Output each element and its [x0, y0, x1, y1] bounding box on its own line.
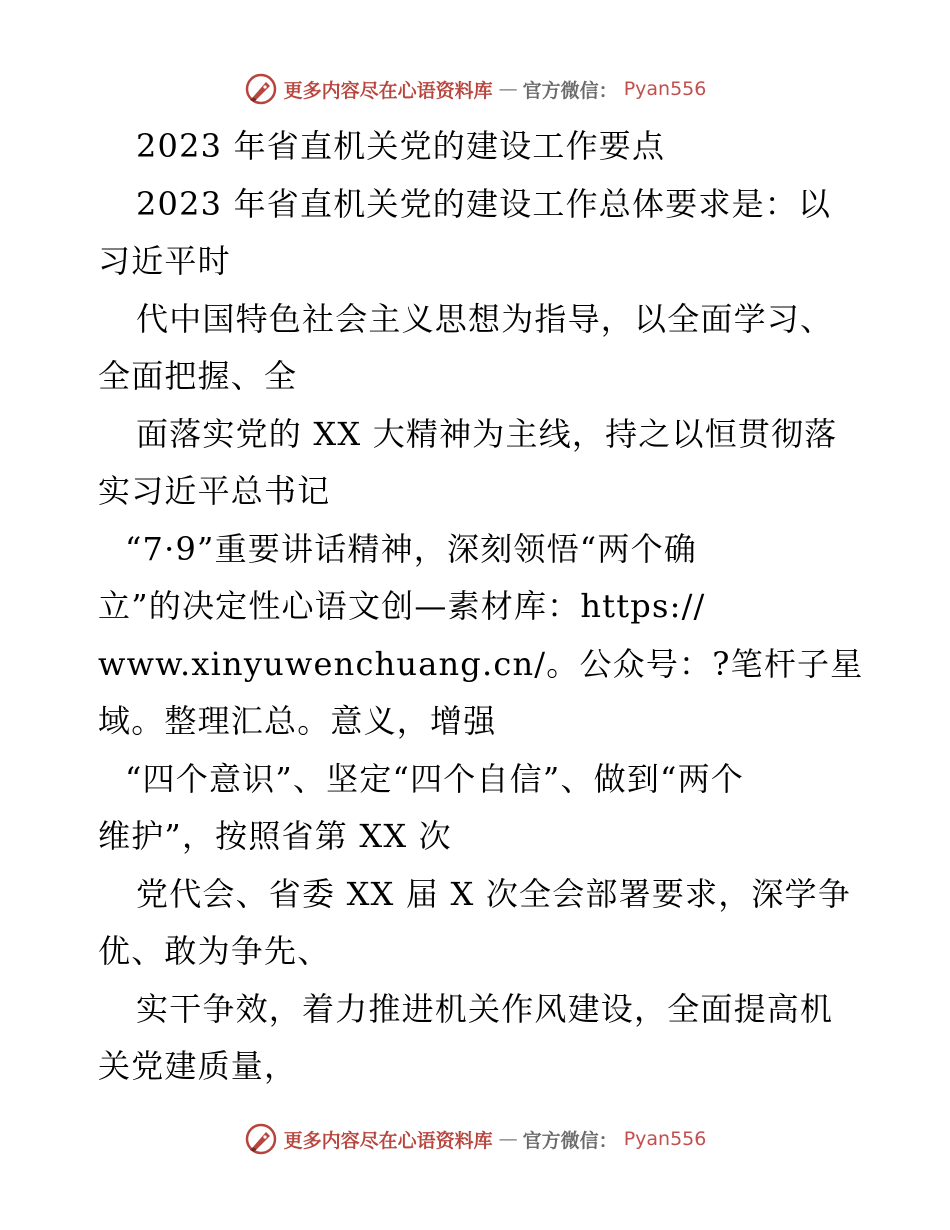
footer-watermark-banner — [0, 1122, 950, 1156]
paragraph-line: 优、敢为争先、 — [98, 932, 331, 970]
document-title: 2023 年省直机关党的建设工作要点 — [136, 127, 666, 165]
banner-dash: — — [498, 78, 517, 100]
pen-nib-logo-icon — [244, 1122, 278, 1156]
banner-wechat-id: Pyan556 — [623, 78, 707, 100]
paragraph-line: 面落实党的 XX 大精神为主线，持之以恒贯彻落 — [136, 414, 838, 453]
paragraph-line: 习近平时 — [98, 242, 231, 280]
header-watermark-banner — [0, 72, 950, 106]
paragraph-line: “7·9”重要讲话精神，深刻领悟“两个确 — [125, 529, 697, 568]
paragraph-line: 实干争效，着力推进机关作风建设，全面提高机 — [136, 989, 834, 1028]
paragraph-line: 关党建质量， — [98, 1047, 298, 1085]
paragraph-line: 维护”，按照省第 XX 次 — [98, 817, 452, 855]
document-body — [98, 118, 864, 1096]
paragraph-line: 实习近平总书记 — [98, 472, 331, 510]
pen-nib-logo-icon — [244, 72, 278, 106]
paragraph-line: www.xinyuwenchuang.cn/。公众号：?笔杆子星 — [98, 644, 864, 683]
paragraph-line: 全面把握、全 — [98, 357, 298, 395]
banner-brand-text: 更多内容尽在心语资料库 — [283, 79, 493, 102]
paragraph-line: 代中国特色社会主义思想为指导，以全面学习、 — [136, 299, 834, 338]
banner-wechat-id: Pyan556 — [623, 1128, 707, 1150]
paragraph-line: 立”的决定性心语文创—素材库：https:// — [98, 587, 706, 625]
paragraph-line: 2023 年省直机关党的建设工作总体要求是：以 — [136, 184, 832, 223]
banner-official-label: 官方微信： — [522, 1129, 618, 1152]
paragraph-line: 党代会、省委 XX 届 X 次全会部署要求，深学争 — [136, 874, 852, 913]
banner-official-label: 官方微信： — [522, 79, 618, 102]
paragraph-line: “四个意识”、坚定“四个自信”、做到“两个 — [125, 759, 744, 798]
banner-brand-text: 更多内容尽在心语资料库 — [283, 1129, 493, 1152]
paragraph-line: 域。整理汇总。意义，增强 — [98, 702, 497, 740]
banner-dash: — — [498, 1128, 517, 1150]
